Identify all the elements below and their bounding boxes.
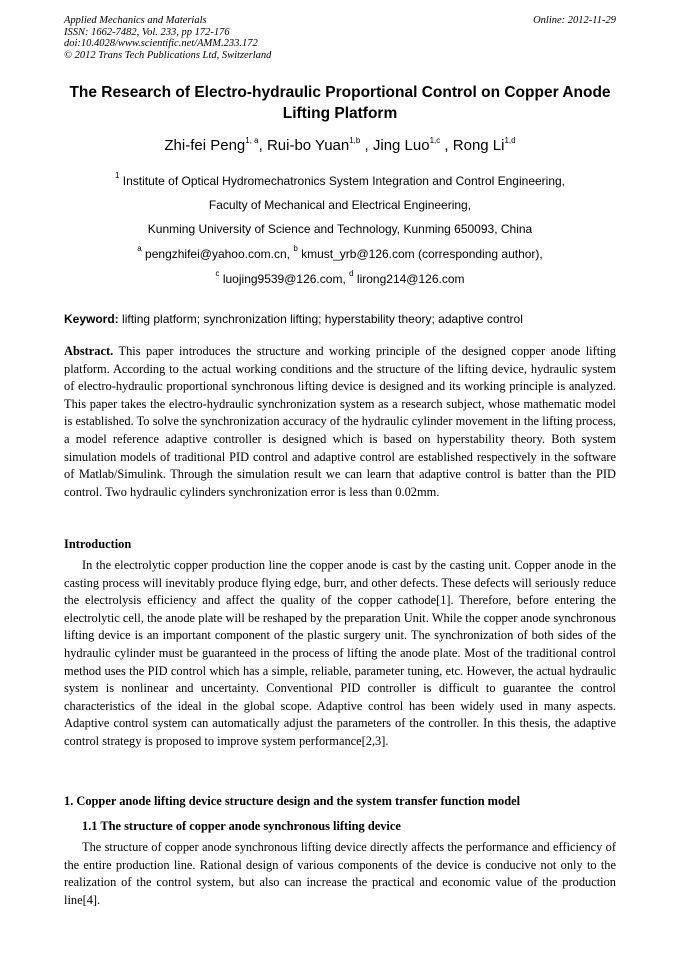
affiliation-line-3: Kunming University of Science and Technology, Kunming 650093, China (147, 222, 533, 236)
email-c: luojing9539@126.com, (222, 272, 346, 286)
affiliation-text: Institute of Optical Hydromechatronics System Integration and Control Engineering, (122, 174, 566, 188)
email-sup: b (293, 244, 298, 253)
email-b: kmust_yrb@126.com (corresponding author), (301, 247, 543, 261)
email-d: lirong214@126.com (356, 272, 465, 286)
author-name: Rong Li (452, 137, 505, 154)
paper-title: The Research of Electro-hydraulic Proportional Control on Copper Anode Lifting Platform (69, 84, 611, 122)
email-line-2 (64, 269, 616, 286)
email-sup: a (137, 244, 142, 253)
author-name: Jing Luo (372, 137, 430, 154)
author-name: Zhi-fei Peng (164, 137, 246, 154)
keywords (64, 312, 616, 326)
author-sup: 1,c (429, 136, 441, 145)
affiliation-line-2: Faculty of Mechanical and Electrical Engineering, (208, 198, 472, 212)
email-a: pengzhifei@yahoo.com.cn, (145, 247, 290, 261)
email-line-1 (64, 244, 616, 261)
section-1-1-heading: 1.1 The structure of copper anode synchronous lifting device (82, 819, 401, 833)
journal-header (64, 15, 616, 61)
abstract (64, 343, 616, 501)
section-1-heading: 1. Copper anode lifting device structure design and the system transfer function model (64, 794, 521, 808)
affiliation-line-1 (64, 171, 616, 188)
doi-line: doi:10.4028/www.scientific.net/AMM.233.172 (64, 38, 258, 49)
issn-line: ISSN: 1662-7482, Vol. 233, pp 172-176 (64, 26, 230, 38)
email-sup: c (215, 269, 220, 278)
author-sup: 1, a (245, 136, 259, 145)
section-1-1-body: The structure of copper anode synchronous lifting device directly affects the performance and efficiency of the entire production line. Rational design of various components of the device is conducive not only to the realization of the control system, but also can increase the practical and economic value of the production line[4]. (64, 840, 616, 907)
introduction-body: In the electrolytic copper production line the copper anode is cast by the casting unit. Copper anode in the casting process will inevitably produce flying edge, burr, and other defects. These defects will seriously reduce the electrolysis efficiency and affect the quality of the copper cathode[1]. Therefore, before entering the electrolytic cell, the anode plate will be reshaped by the preparation Unit. While the copper anode synchronous lifting device is an important component of the plastic surgery unit. The synchronization of both sides of the hydraulic cylinder must be guaranteed in the process of lifting the anode plate. Most of the traditional control method uses the PID control which has a simple, reliable, parameter tuning, etc. However, the actual hydraulic system is nonlinear and uncertainty. Conventional PID controller is difficult to guarantee the control characteristics of the ideal in the global scope. Adaptive control has been widely used in many aspects. Adaptive control system can automatically adjust the parameters of the controller. In this thesis, the adaptive control strategy is proposed to improve system performance[2,3]. (64, 558, 616, 748)
abstract-text: This paper introduces the structure and working principle of the designed copper anode lifting platform. According to the actual working conditions and the structure of the lifting device, hydraulic system of electro-hydraulic proportional synchronous lifting device is designed and its working principle is analyzed. This paper takes the electro-hydraulic synchronization system as a research subject, whose mathematic model is established. To solve the synchronization accuracy of the hydraulic cylinder movement in the lifting process, a model reference adaptive controller is designed which is based on hyperstability theory. Both system simulation models of traditional PID control and adaptive control are established respectively in the software of Matlab/Simulink. Through the simulation result we can learn that adaptive control is batter than the PID control. Two hydraulic cylinders synchronization error is less than 0.02mm. (64, 344, 616, 499)
author-list: Zhi-fei Peng$^{1, a}$, Rui-bo Yuan$^{1,b}$ , Jing Luo$^{1,c}$ , Rong Li$^{1,d}$ (164, 136, 516, 154)
affiliation-sup: 1 (114, 171, 120, 180)
introduction-heading: Introduction (64, 537, 132, 551)
copyright-line: © 2012 Trans Tech Publications Ltd, Switzerland (64, 49, 272, 61)
keyword-text: lifting platform; synchronization lifting; hyperstability theory; adaptive control (122, 312, 523, 326)
author-sup: 1,d (504, 136, 516, 145)
abstract-label: Abstract. (64, 344, 114, 358)
online-date: Online: 2012-11-29 (533, 15, 616, 26)
keyword-label: Keyword: (64, 312, 119, 326)
author-name: Rui-bo Yuan (266, 137, 350, 154)
email-sup: d (349, 269, 354, 278)
author-sup: 1,b (349, 136, 361, 145)
journal-name: Applied Mechanics and Materials (64, 15, 207, 26)
